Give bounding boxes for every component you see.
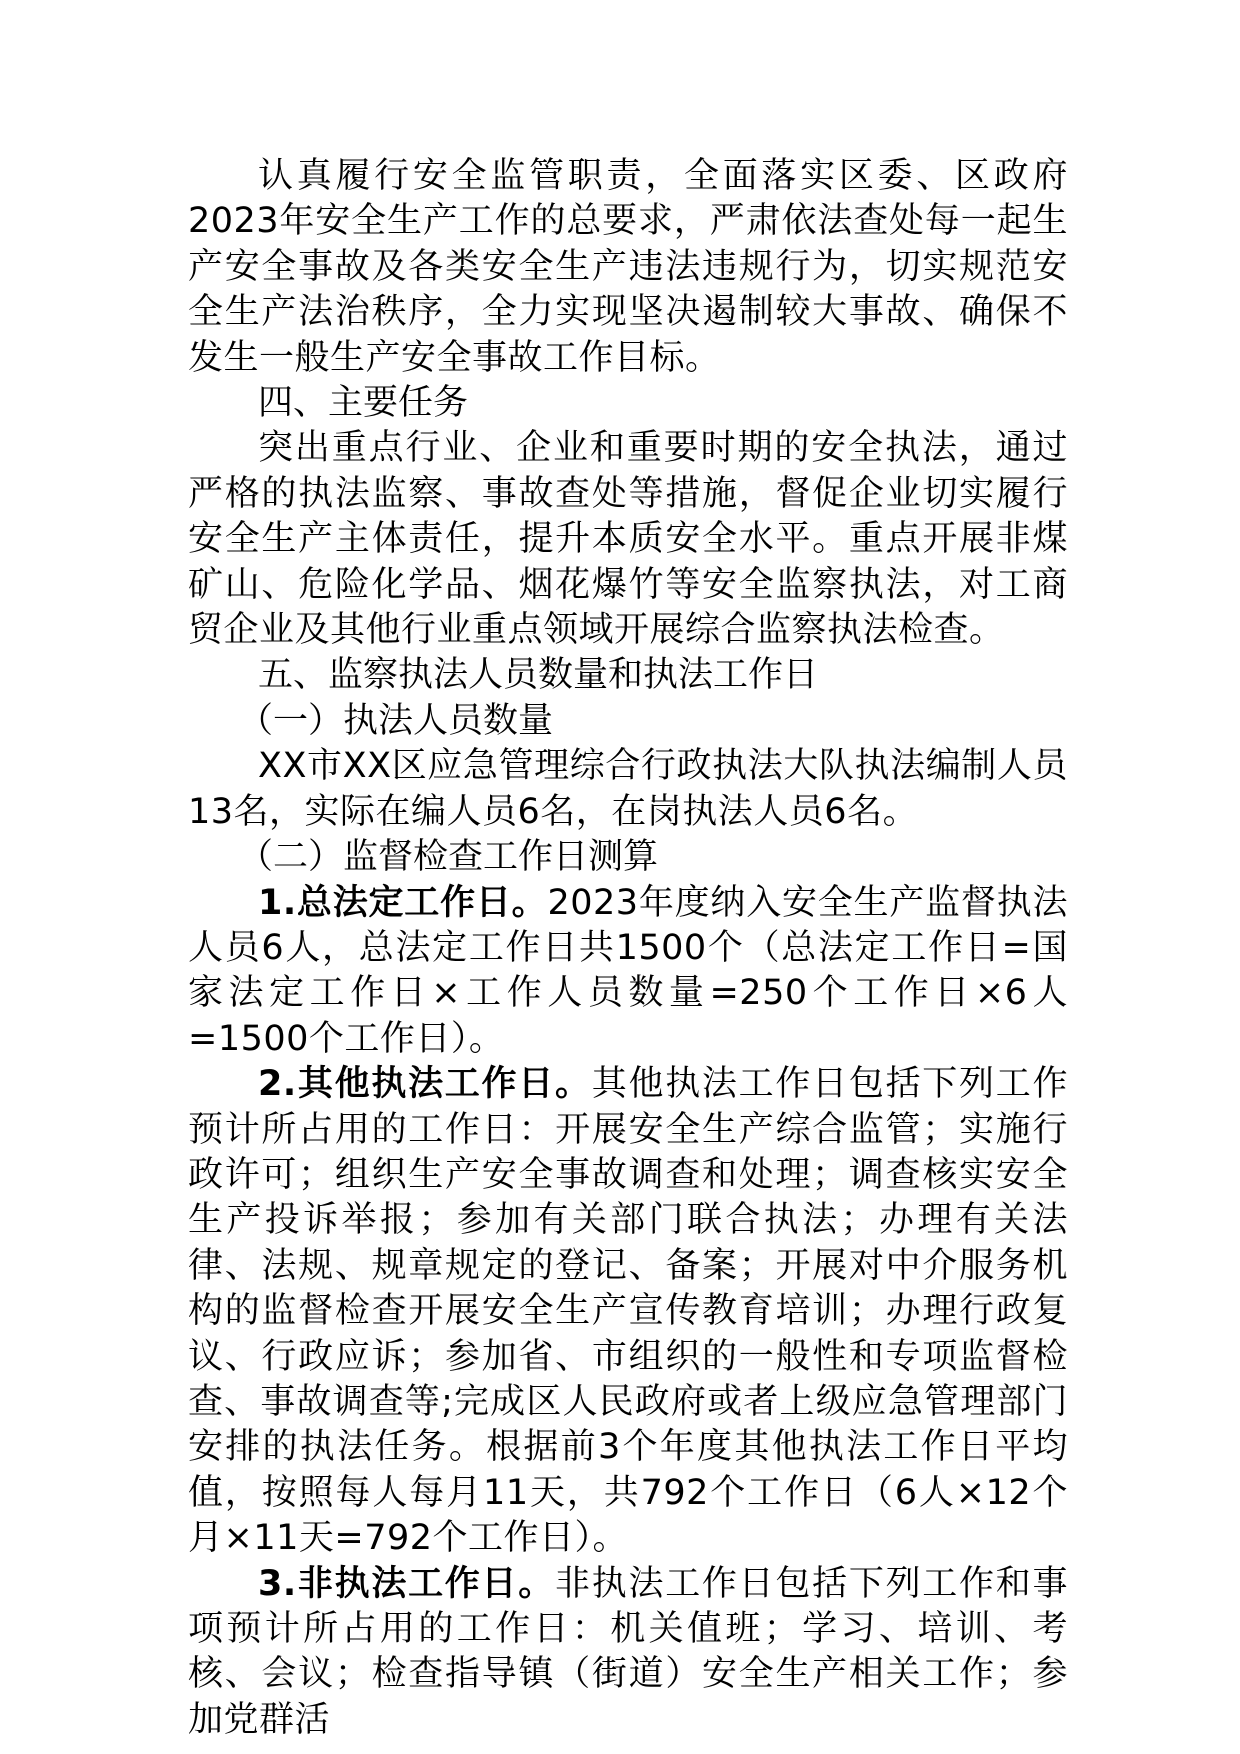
document-page <box>188 154 1068 1743</box>
heading-staff-and-workdays: 五、监察执法人员数量和执法工作日 <box>258 655 819 696</box>
item-other-enforcement-workdays <box>188 1062 1068 1561</box>
item-non-enforcement-body: 非执法工作日包括下列工作和事项预计所占用的工作日：机关值班；学习、培训、考核、会议；检查指导镇（街道）安全生产相关工作；参加党群活 <box>188 1563 1068 1740</box>
paragraph-work-goal: 认真履行安全监管职责，全面落实区委、区政府2023年安全生产工作的总要求，严肃依法查处每一起生产安全事故及各类安全生产违法违规行为，切实规范安全生产法治秩序，全力实现坚决遏制较大事故、确保不发生一般生产安全事故工作目标。 <box>188 156 1068 378</box>
subheading-staff-count: （一）执法人员数量 <box>238 700 554 741</box>
heading-main-tasks: 四、主要任务 <box>258 383 469 424</box>
paragraph-main-tasks: 突出重点行业、企业和重要时期的安全执法，通过严格的执法监察、事故查处等措施，督促企业切实履行安全生产主体责任，提升本质安全水平。重点开展非煤矿山、危险化学品、烟花爆竹等安全监察执法，对工商贸企业及其他行业重点领域开展综合监察执法检查。 <box>188 428 1068 651</box>
item-non-enforcement-lead: 3.非执法工作日。 <box>258 1563 555 1604</box>
item-total-workdays <box>188 881 1068 1063</box>
item-non-enforcement-workdays <box>188 1562 1068 1744</box>
subheading-workday-calculation: （二）监督检查工作日测算 <box>238 837 659 878</box>
item-other-enforcement-body: 其他执法工作日包括下列工作预计所占用的工作日：开展安全生产综合监管；实施行政许可；组织生产安全事故调查和处理；调查核实安全生产投诉举报；参加有关部门联合执法；办理有关法律、法规、规章规定的登记、备案；开展对中介服务机构的监督检查开展安全生产宣传教育培训；办理行政复议、行政应诉；参加省、市组织的一般性和专项监督检查、事故调查等;完成区人民政府或者上级应急管理部门安排的执法任务。根据前3个年度其他执法工作日平均值，按照每人每月11天，共792个工作日（6人×12个月×11天=792个工作日）。 <box>188 1064 1068 1559</box>
paragraph-staff-count: XX市XX区应急管理综合行政执法大队执法编制人员13名，实际在编人员6名，在岗执法人员6名。 <box>188 746 1068 832</box>
item-other-enforcement-lead: 2.其他执法工作日。 <box>258 1064 592 1105</box>
item-total-workdays-body: 2023年度纳入安全生产监督执法人员6人，总法定工作日共1500个（总法定工作日=国家法定工作日×工作人员数量=250个工作日×6人=1500个工作日）。 <box>188 882 1069 1059</box>
item-total-workdays-lead: 1.总法定工作日。 <box>258 882 548 923</box>
